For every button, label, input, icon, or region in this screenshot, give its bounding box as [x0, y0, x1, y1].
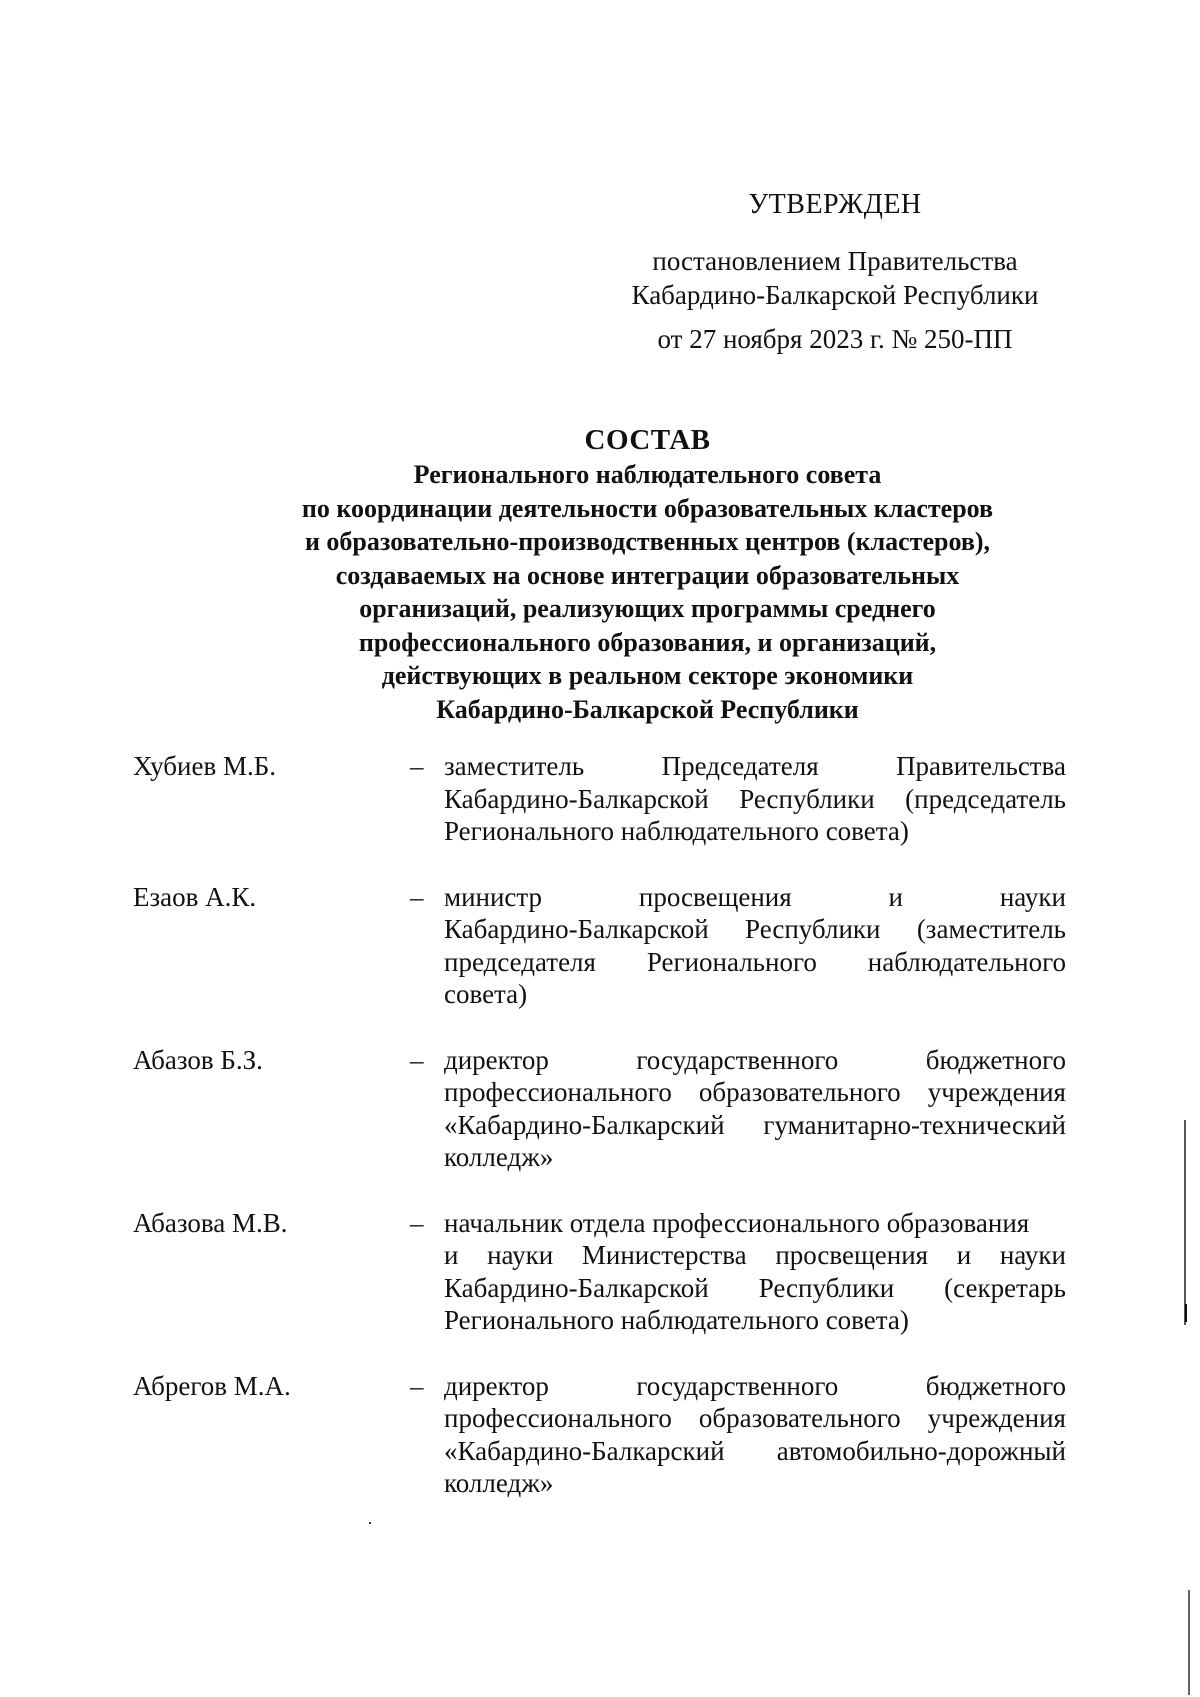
- heading-line: профессионального образования, и организаций,: [358, 627, 937, 657]
- role-word: бюджетного: [925, 1370, 1066, 1401]
- member-role: [444, 1207, 1066, 1337]
- role-line: [444, 783, 1066, 816]
- approval-block: [600, 188, 1070, 356]
- member-name: Хубиев М.Б.: [133, 751, 276, 781]
- role-word: просвещения: [775, 1240, 929, 1270]
- scan-artifact: [369, 1522, 371, 1524]
- role-line: [444, 913, 1066, 946]
- heading-line: Регионального наблюдательного совета: [413, 460, 882, 489]
- role-word: и: [444, 1240, 459, 1270]
- role-line: [444, 1076, 1066, 1109]
- member-dash: –: [410, 1207, 424, 1238]
- role-word: образовательного: [698, 1077, 901, 1107]
- role-line: [444, 1109, 1066, 1142]
- role-word: (председатель: [905, 783, 1066, 814]
- role-word: образовательного: [698, 1403, 901, 1433]
- role-word: наблюдательного: [867, 946, 1066, 977]
- role-word: Республики: [745, 914, 881, 944]
- approval-date: от 27 ноября 2023 г. № 250-ПП: [657, 324, 1013, 354]
- role-line: [444, 1272, 1066, 1305]
- role-line: [444, 750, 1066, 783]
- member-dash: –: [410, 1370, 424, 1401]
- member-name: Абазов Б.З.: [133, 1044, 263, 1075]
- scan-artifact: [1184, 1120, 1186, 1325]
- member-dash: –: [410, 1044, 424, 1075]
- role-word: председателя: [444, 946, 596, 977]
- role-word: директор: [444, 1370, 549, 1401]
- role-word: автомобильно-дорожный: [776, 1435, 1066, 1466]
- role-line: [444, 1435, 1066, 1468]
- role-word: государственного: [636, 1044, 839, 1075]
- role-word: заместитель: [444, 751, 585, 781]
- approval-line: постановлением Правительства: [652, 246, 1018, 276]
- heading-title: СОСТАВ: [584, 424, 711, 456]
- heading-line: создаваемых на основе интеграции образовательных: [335, 560, 960, 590]
- role-word: Регионального наблюдательного совета): [444, 816, 909, 846]
- heading-line: по координации деятельности образовательных кластеров: [301, 493, 994, 523]
- role-word: (заместитель: [916, 914, 1066, 944]
- document-heading: [200, 422, 1095, 726]
- role-word: Кабардино-Балкарской: [444, 1272, 709, 1303]
- role-word: профессионального: [444, 1403, 672, 1433]
- role-word: Регионального наблюдательного совета): [444, 1305, 909, 1335]
- role-line: [444, 1370, 1066, 1403]
- role-word: Председателя: [661, 751, 819, 781]
- member-name: Абрегов М.А.: [133, 1370, 291, 1401]
- role-line: [444, 1467, 1066, 1500]
- role-line: [444, 978, 1066, 1011]
- role-word: Министерства: [581, 1240, 747, 1270]
- scan-artifact: [1185, 1304, 1187, 1322]
- approval-title: УТВЕРЖДЕН: [748, 189, 922, 220]
- role-line: [444, 946, 1066, 979]
- role-word: науки: [487, 1240, 554, 1270]
- role-word: просвещения: [638, 881, 792, 912]
- member-row: [133, 1370, 1068, 1500]
- heading-line: и образовательно-производственных центров (кластеров),: [304, 527, 991, 556]
- role-word: Республики: [758, 1272, 895, 1303]
- role-line: [444, 815, 1066, 848]
- member-name: Абазова М.В.: [133, 1207, 288, 1238]
- member-role: [444, 1044, 1066, 1174]
- role-word: колледж»: [444, 1142, 554, 1172]
- role-word: Правительства: [896, 751, 1066, 781]
- member-row: [133, 1207, 1068, 1337]
- role-word: государственного: [636, 1370, 839, 1401]
- member-role: [444, 1370, 1066, 1500]
- role-word: колледж»: [444, 1468, 554, 1498]
- heading-line: действующих в реальном секторе экономики: [381, 661, 914, 690]
- member-name: Езаов А.К.: [133, 881, 257, 912]
- role-line: [444, 1207, 1066, 1240]
- role-word: гуманитарно-технический: [763, 1109, 1066, 1140]
- member-row: [133, 881, 1068, 1011]
- member-row: [133, 750, 1068, 848]
- role-word: бюджетного: [925, 1044, 1066, 1075]
- role-word: «Кабардино-Балкарский: [444, 1109, 725, 1140]
- member-role: [444, 750, 1066, 848]
- role-line: [444, 1239, 1066, 1272]
- members-list: [133, 750, 1068, 1500]
- role-word: Регионального: [646, 946, 817, 977]
- role-word: Кабардино-Балкарской: [444, 914, 709, 944]
- role-word: учреждения: [927, 1403, 1066, 1433]
- heading-line: организаций, реализующих программы среднего: [359, 594, 936, 623]
- role-word: учреждения: [927, 1077, 1066, 1107]
- member-role: [444, 881, 1066, 1011]
- role-word: профессионального: [444, 1077, 672, 1107]
- role-line: [444, 1044, 1066, 1077]
- member-dash: –: [410, 751, 424, 781]
- role-word: «Кабардино-Балкарский: [444, 1435, 725, 1466]
- role-line: [444, 1141, 1066, 1174]
- role-word: директор: [444, 1044, 549, 1075]
- role-word: начальник отдела профессионального образования: [444, 1207, 1030, 1238]
- role-word: науки: [999, 1240, 1066, 1270]
- approval-line: Кабардино-Балкарской Республики: [631, 280, 1039, 310]
- member-dash: –: [410, 881, 424, 912]
- role-word: и: [956, 1240, 972, 1270]
- role-word: науки: [999, 881, 1066, 912]
- scan-artifact: [1188, 1590, 1190, 1695]
- role-word: и: [888, 881, 903, 912]
- role-line: [444, 1402, 1066, 1435]
- role-word: Республики: [739, 783, 875, 814]
- role-word: Кабардино-Балкарской: [444, 783, 709, 814]
- role-word: совета): [444, 979, 528, 1009]
- role-line: [444, 1304, 1066, 1337]
- role-word: министр: [444, 881, 543, 912]
- heading-line: Кабардино-Балкарской Республики: [436, 694, 859, 724]
- role-line: [444, 881, 1066, 914]
- role-word: (секретарь: [944, 1272, 1066, 1303]
- member-row: [133, 1044, 1068, 1174]
